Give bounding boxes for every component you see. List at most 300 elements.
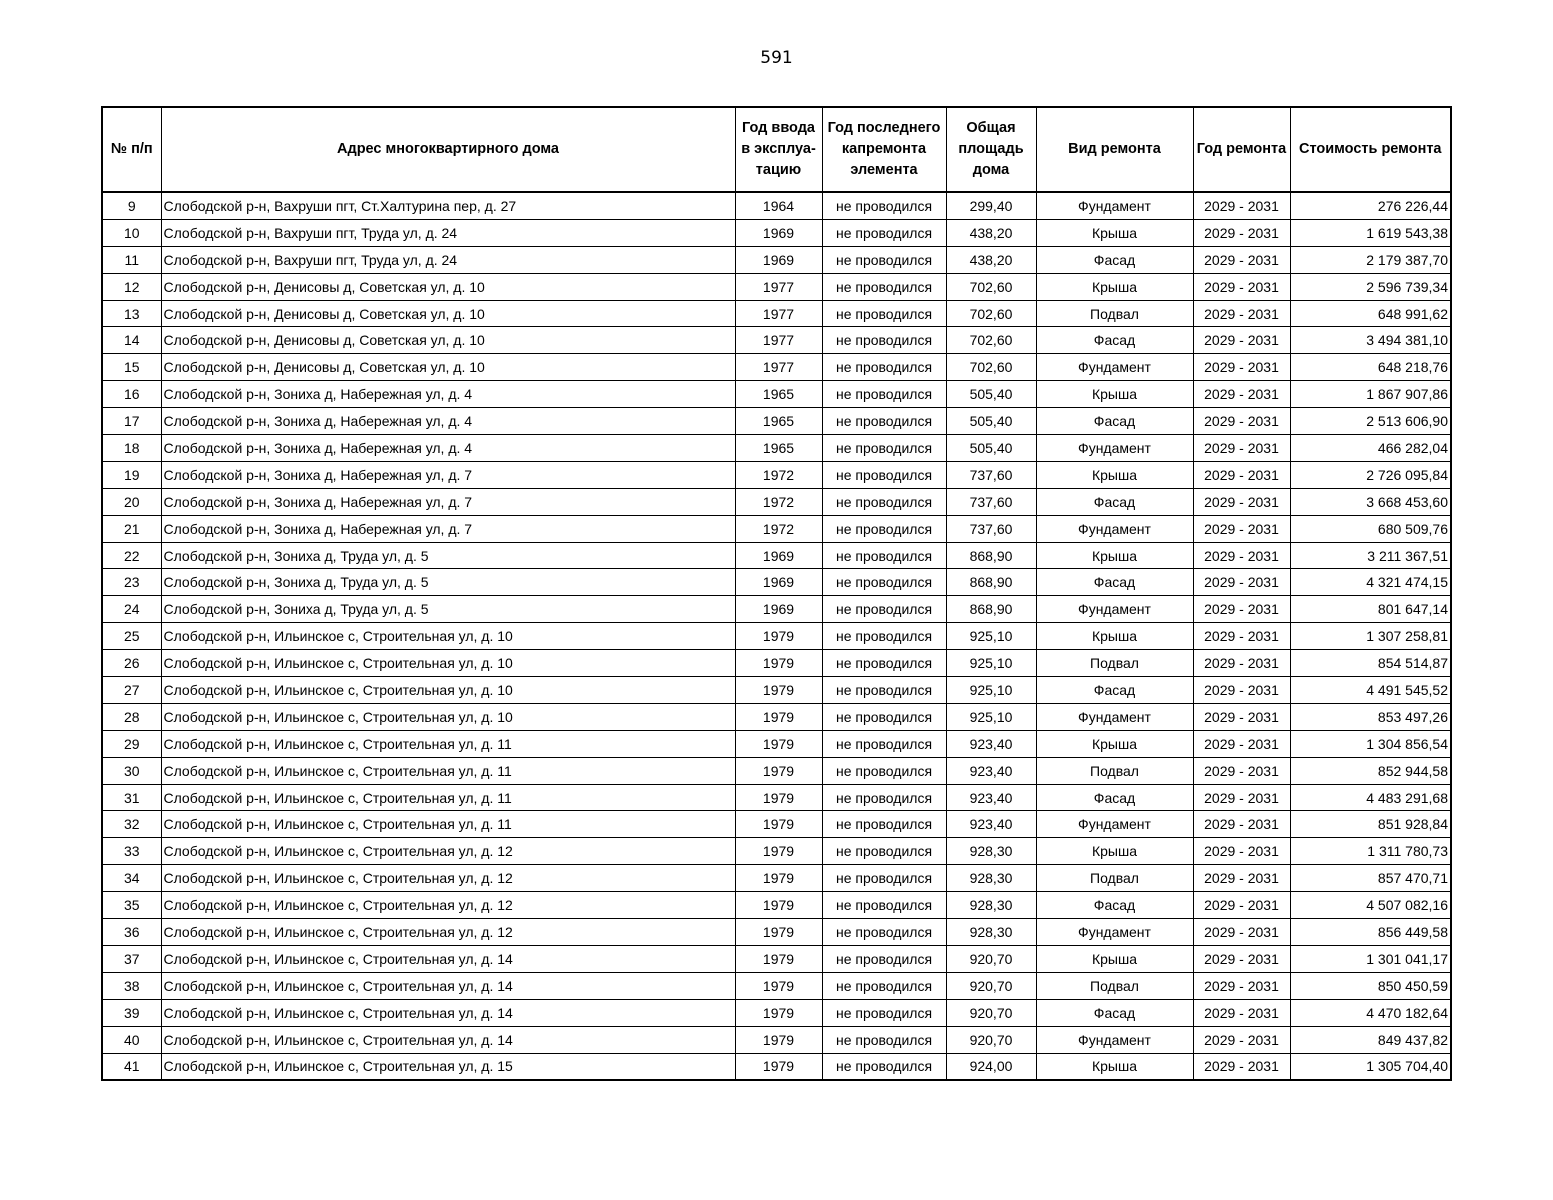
- cell-year-built: 1977: [735, 273, 822, 300]
- cell-last-repair: не проводился: [822, 381, 946, 408]
- cell-num: 30: [102, 757, 161, 784]
- cell-repair-type: Фасад: [1036, 999, 1193, 1026]
- cell-year-built: 1969: [735, 596, 822, 623]
- cell-num: 18: [102, 435, 161, 462]
- cell-address: Слободской р-н, Ильинское с, Строительная ул, д. 11: [161, 757, 735, 784]
- cell-cost: 4 321 474,15: [1290, 569, 1451, 596]
- cell-year-built: 1977: [735, 327, 822, 354]
- cell-repair-type: Крыша: [1036, 461, 1193, 488]
- cell-last-repair: не проводился: [822, 919, 946, 946]
- cell-num: 40: [102, 1026, 161, 1053]
- cell-last-repair: не проводился: [822, 569, 946, 596]
- cell-num: 31: [102, 784, 161, 811]
- cell-area: 923,40: [946, 757, 1036, 784]
- cell-address: Слободской р-н, Ильинское с, Строительная ул, д. 11: [161, 784, 735, 811]
- cell-year-built: 1969: [735, 219, 822, 246]
- cell-repair-year: 2029 - 2031: [1193, 1053, 1290, 1080]
- cell-last-repair: не проводился: [822, 246, 946, 273]
- cell-repair-type: Фундамент: [1036, 596, 1193, 623]
- cell-year-built: 1979: [735, 703, 822, 730]
- cell-repair-year: 2029 - 2031: [1193, 919, 1290, 946]
- cell-last-repair: не проводился: [822, 703, 946, 730]
- cell-cost: 1 301 041,17: [1290, 945, 1451, 972]
- header-cost: Стоимость ремонта: [1290, 107, 1451, 192]
- cell-repair-year: 2029 - 2031: [1193, 435, 1290, 462]
- header-address: Адрес многоквартирного дома: [161, 107, 735, 192]
- cell-num: 39: [102, 999, 161, 1026]
- cell-repair-year: 2029 - 2031: [1193, 730, 1290, 757]
- cell-last-repair: не проводился: [822, 488, 946, 515]
- cell-repair-type: Фундамент: [1036, 1026, 1193, 1053]
- cell-address: Слободской р-н, Зониха д, Набережная ул, д. 7: [161, 515, 735, 542]
- cell-last-repair: не проводился: [822, 219, 946, 246]
- cell-num: 41: [102, 1053, 161, 1080]
- cell-num: 28: [102, 703, 161, 730]
- cell-area: 702,60: [946, 327, 1036, 354]
- cell-year-built: 1965: [735, 408, 822, 435]
- cell-year-built: 1965: [735, 381, 822, 408]
- cell-repair-year: 2029 - 2031: [1193, 865, 1290, 892]
- table-row: [102, 354, 1451, 381]
- cell-num: 11: [102, 246, 161, 273]
- table-row: [102, 219, 1451, 246]
- cell-area: 928,30: [946, 865, 1036, 892]
- cell-address: Слободской р-н, Денисовы д, Советская ул, д. 10: [161, 300, 735, 327]
- cell-cost: 1 867 907,86: [1290, 381, 1451, 408]
- cell-repair-year: 2029 - 2031: [1193, 972, 1290, 999]
- cell-year-built: 1977: [735, 354, 822, 381]
- cell-repair-type: Фасад: [1036, 488, 1193, 515]
- cell-last-repair: не проводился: [822, 730, 946, 757]
- cell-repair-year: 2029 - 2031: [1193, 945, 1290, 972]
- header-row: [102, 107, 1451, 192]
- cell-num: 20: [102, 488, 161, 515]
- cell-cost: 466 282,04: [1290, 435, 1451, 462]
- cell-num: 36: [102, 919, 161, 946]
- cell-cost: 849 437,82: [1290, 1026, 1451, 1053]
- cell-last-repair: не проводился: [822, 435, 946, 462]
- cell-year-built: 1972: [735, 515, 822, 542]
- cell-cost: 3 211 367,51: [1290, 542, 1451, 569]
- cell-repair-year: 2029 - 2031: [1193, 650, 1290, 677]
- cell-num: 25: [102, 623, 161, 650]
- cell-address: Слободской р-н, Ильинское с, Строительная ул, д. 15: [161, 1053, 735, 1080]
- cell-num: 37: [102, 945, 161, 972]
- cell-address: Слободской р-н, Зониха д, Труда ул, д. 5: [161, 569, 735, 596]
- cell-address: Слободской р-н, Вахруши пгт, Ст.Халтурина пер, д. 27: [161, 192, 735, 219]
- cell-year-built: 1979: [735, 730, 822, 757]
- cell-cost: 1 304 856,54: [1290, 730, 1451, 757]
- cell-repair-year: 2029 - 2031: [1193, 515, 1290, 542]
- cell-year-built: 1972: [735, 488, 822, 515]
- cell-last-repair: не проводился: [822, 192, 946, 219]
- cell-repair-year: 2029 - 2031: [1193, 354, 1290, 381]
- header-repair-type: Вид ремонта: [1036, 107, 1193, 192]
- table-row: [102, 569, 1451, 596]
- cell-cost: 1 305 704,40: [1290, 1053, 1451, 1080]
- cell-cost: 853 497,26: [1290, 703, 1451, 730]
- cell-num: 26: [102, 650, 161, 677]
- cell-year-built: 1979: [735, 945, 822, 972]
- cell-num: 34: [102, 865, 161, 892]
- cell-cost: 1 619 543,38: [1290, 219, 1451, 246]
- table-row: [102, 623, 1451, 650]
- cell-repair-type: Подвал: [1036, 650, 1193, 677]
- cell-num: 33: [102, 838, 161, 865]
- cell-repair-type: Фасад: [1036, 784, 1193, 811]
- cell-area: 505,40: [946, 408, 1036, 435]
- cell-num: 38: [102, 972, 161, 999]
- table-row: [102, 1026, 1451, 1053]
- cell-last-repair: не проводился: [822, 865, 946, 892]
- table-row: [102, 488, 1451, 515]
- table-row: [102, 542, 1451, 569]
- cell-repair-type: Фасад: [1036, 246, 1193, 273]
- cell-cost: 857 470,71: [1290, 865, 1451, 892]
- table-body: [102, 192, 1451, 1080]
- cell-address: Слободской р-н, Зониха д, Набережная ул, д. 4: [161, 408, 735, 435]
- cell-area: 920,70: [946, 945, 1036, 972]
- cell-area: 505,40: [946, 435, 1036, 462]
- cell-year-built: 1969: [735, 542, 822, 569]
- cell-year-built: 1979: [735, 650, 822, 677]
- table-row: [102, 435, 1451, 462]
- cell-address: Слободской р-н, Зониха д, Труда ул, д. 5: [161, 542, 735, 569]
- cell-num: 10: [102, 219, 161, 246]
- table-row: [102, 1053, 1451, 1080]
- cell-repair-type: Фасад: [1036, 327, 1193, 354]
- table-row: [102, 192, 1451, 219]
- cell-cost: 648 218,76: [1290, 354, 1451, 381]
- cell-repair-type: Крыша: [1036, 730, 1193, 757]
- table-row: [102, 703, 1451, 730]
- cell-repair-year: 2029 - 2031: [1193, 569, 1290, 596]
- table-row: [102, 461, 1451, 488]
- cell-area: 924,00: [946, 1053, 1036, 1080]
- cell-year-built: 1979: [735, 784, 822, 811]
- table-row: [102, 919, 1451, 946]
- cell-year-built: 1969: [735, 246, 822, 273]
- cell-address: Слободской р-н, Ильинское с, Строительная ул, д. 14: [161, 1026, 735, 1053]
- table-row: [102, 999, 1451, 1026]
- cell-repair-year: 2029 - 2031: [1193, 327, 1290, 354]
- cell-last-repair: не проводился: [822, 945, 946, 972]
- cell-cost: 4 507 082,16: [1290, 892, 1451, 919]
- cell-last-repair: не проводился: [822, 515, 946, 542]
- cell-address: Слободской р-н, Ильинское с, Строительная ул, д. 11: [161, 811, 735, 838]
- cell-area: 702,60: [946, 300, 1036, 327]
- header-repair-year: Год ремонта: [1193, 107, 1290, 192]
- cell-area: 702,60: [946, 354, 1036, 381]
- cell-repair-year: 2029 - 2031: [1193, 381, 1290, 408]
- table-row: [102, 972, 1451, 999]
- cell-cost: 276 226,44: [1290, 192, 1451, 219]
- cell-repair-year: 2029 - 2031: [1193, 488, 1290, 515]
- table-header: [102, 107, 1451, 192]
- cell-repair-type: Подвал: [1036, 757, 1193, 784]
- cell-area: 928,30: [946, 919, 1036, 946]
- cell-address: Слободской р-н, Ильинское с, Строительная ул, д. 14: [161, 999, 735, 1026]
- cell-repair-type: Крыша: [1036, 219, 1193, 246]
- cell-num: 21: [102, 515, 161, 542]
- cell-num: 24: [102, 596, 161, 623]
- cell-year-built: 1979: [735, 811, 822, 838]
- cell-repair-year: 2029 - 2031: [1193, 623, 1290, 650]
- cell-last-repair: не проводился: [822, 1026, 946, 1053]
- cell-repair-year: 2029 - 2031: [1193, 461, 1290, 488]
- cell-repair-type: Фундамент: [1036, 919, 1193, 946]
- cell-year-built: 1979: [735, 919, 822, 946]
- table-row: [102, 650, 1451, 677]
- cell-address: Слободской р-н, Денисовы д, Советская ул, д. 10: [161, 354, 735, 381]
- cell-repair-year: 2029 - 2031: [1193, 192, 1290, 219]
- cell-address: Слободской р-н, Ильинское с, Строительная ул, д. 10: [161, 677, 735, 704]
- cell-cost: 4 470 182,64: [1290, 999, 1451, 1026]
- cell-num: 13: [102, 300, 161, 327]
- table-row: [102, 945, 1451, 972]
- cell-num: 35: [102, 892, 161, 919]
- cell-cost: 801 647,14: [1290, 596, 1451, 623]
- cell-num: 32: [102, 811, 161, 838]
- cell-num: 19: [102, 461, 161, 488]
- header-num: № п/п: [102, 107, 161, 192]
- cell-year-built: 1979: [735, 757, 822, 784]
- cell-repair-type: Подвал: [1036, 972, 1193, 999]
- cell-area: 923,40: [946, 730, 1036, 757]
- cell-cost: 2 513 606,90: [1290, 408, 1451, 435]
- table-row: [102, 784, 1451, 811]
- cell-area: 925,10: [946, 677, 1036, 704]
- cell-repair-year: 2029 - 2031: [1193, 246, 1290, 273]
- cell-year-built: 1979: [735, 865, 822, 892]
- cell-repair-type: Крыша: [1036, 273, 1193, 300]
- cell-repair-type: Фундамент: [1036, 435, 1193, 462]
- cell-repair-type: Подвал: [1036, 300, 1193, 327]
- cell-area: 868,90: [946, 542, 1036, 569]
- cell-num: 29: [102, 730, 161, 757]
- cell-repair-year: 2029 - 2031: [1193, 300, 1290, 327]
- cell-repair-year: 2029 - 2031: [1193, 1026, 1290, 1053]
- cell-cost: 856 449,58: [1290, 919, 1451, 946]
- table-row: [102, 273, 1451, 300]
- cell-year-built: 1977: [735, 300, 822, 327]
- cell-cost: 648 991,62: [1290, 300, 1451, 327]
- cell-repair-type: Фасад: [1036, 408, 1193, 435]
- cell-cost: 2 596 739,34: [1290, 273, 1451, 300]
- cell-repair-type: Крыша: [1036, 381, 1193, 408]
- cell-repair-type: Фасад: [1036, 569, 1193, 596]
- cell-last-repair: не проводился: [822, 623, 946, 650]
- cell-repair-year: 2029 - 2031: [1193, 219, 1290, 246]
- table-row: [102, 246, 1451, 273]
- cell-cost: 1 307 258,81: [1290, 623, 1451, 650]
- table-row: [102, 408, 1451, 435]
- cell-year-built: 1979: [735, 1053, 822, 1080]
- cell-repair-type: Крыша: [1036, 623, 1193, 650]
- cell-repair-type: Фасад: [1036, 677, 1193, 704]
- cell-cost: 2 726 095,84: [1290, 461, 1451, 488]
- cell-last-repair: не проводился: [822, 972, 946, 999]
- cell-area: 920,70: [946, 1026, 1036, 1053]
- cell-area: 923,40: [946, 784, 1036, 811]
- cell-area: 868,90: [946, 596, 1036, 623]
- cell-repair-type: Фасад: [1036, 892, 1193, 919]
- cell-num: 12: [102, 273, 161, 300]
- cell-address: Слободской р-н, Зониха д, Труда ул, д. 5: [161, 596, 735, 623]
- table-row: [102, 596, 1451, 623]
- table-row: [102, 838, 1451, 865]
- cell-year-built: 1964: [735, 192, 822, 219]
- cell-year-built: 1979: [735, 838, 822, 865]
- cell-last-repair: не проводился: [822, 1053, 946, 1080]
- cell-repair-type: Фундамент: [1036, 515, 1193, 542]
- table-row: [102, 811, 1451, 838]
- cell-area: 737,60: [946, 488, 1036, 515]
- cell-cost: 850 450,59: [1290, 972, 1451, 999]
- cell-area: 920,70: [946, 972, 1036, 999]
- header-year-built: Год ввода в эксплуа-тацию: [735, 107, 822, 192]
- cell-address: Слободской р-н, Ильинское с, Строительная ул, д. 12: [161, 892, 735, 919]
- cell-num: 27: [102, 677, 161, 704]
- cell-cost: 680 509,76: [1290, 515, 1451, 542]
- cell-year-built: 1965: [735, 435, 822, 462]
- cell-address: Слободской р-н, Зониха д, Набережная ул, д. 4: [161, 381, 735, 408]
- cell-address: Слободской р-н, Денисовы д, Советская ул, д. 10: [161, 327, 735, 354]
- cell-num: 16: [102, 381, 161, 408]
- cell-area: 925,10: [946, 623, 1036, 650]
- cell-area: 702,60: [946, 273, 1036, 300]
- cell-address: Слободской р-н, Ильинское с, Строительная ул, д. 10: [161, 623, 735, 650]
- cell-cost: 3 668 453,60: [1290, 488, 1451, 515]
- cell-repair-type: Крыша: [1036, 1053, 1193, 1080]
- cell-year-built: 1979: [735, 892, 822, 919]
- cell-repair-year: 2029 - 2031: [1193, 408, 1290, 435]
- cell-address: Слободской р-н, Ильинское с, Строительная ул, д. 12: [161, 838, 735, 865]
- cell-cost: 1 311 780,73: [1290, 838, 1451, 865]
- cell-cost: 854 514,87: [1290, 650, 1451, 677]
- table-row: [102, 300, 1451, 327]
- cell-area: 505,40: [946, 381, 1036, 408]
- cell-address: Слободской р-н, Вахруши пгт, Труда ул, д. 24: [161, 219, 735, 246]
- cell-repair-type: Фундамент: [1036, 354, 1193, 381]
- cell-address: Слободской р-н, Зониха д, Набережная ул, д. 7: [161, 488, 735, 515]
- cell-year-built: 1972: [735, 461, 822, 488]
- cell-num: 15: [102, 354, 161, 381]
- repair-register-table: [101, 106, 1452, 1081]
- cell-repair-type: Крыша: [1036, 838, 1193, 865]
- cell-last-repair: не проводился: [822, 408, 946, 435]
- cell-area: 928,30: [946, 892, 1036, 919]
- cell-year-built: 1979: [735, 999, 822, 1026]
- cell-address: Слободской р-н, Ильинское с, Строительная ул, д. 12: [161, 919, 735, 946]
- cell-num: 22: [102, 542, 161, 569]
- cell-repair-year: 2029 - 2031: [1193, 838, 1290, 865]
- cell-repair-year: 2029 - 2031: [1193, 999, 1290, 1026]
- cell-repair-year: 2029 - 2031: [1193, 596, 1290, 623]
- cell-last-repair: не проводился: [822, 811, 946, 838]
- cell-address: Слободской р-н, Ильинское с, Строительная ул, д. 14: [161, 945, 735, 972]
- cell-area: 299,40: [946, 192, 1036, 219]
- cell-last-repair: не проводился: [822, 999, 946, 1026]
- cell-repair-type: Фундамент: [1036, 192, 1193, 219]
- cell-address: Слободской р-н, Вахруши пгт, Труда ул, д. 24: [161, 246, 735, 273]
- table-row: [102, 730, 1451, 757]
- cell-year-built: 1979: [735, 972, 822, 999]
- cell-area: 928,30: [946, 838, 1036, 865]
- cell-repair-year: 2029 - 2031: [1193, 784, 1290, 811]
- cell-area: 925,10: [946, 650, 1036, 677]
- cell-year-built: 1979: [735, 677, 822, 704]
- cell-repair-type: Крыша: [1036, 945, 1193, 972]
- cell-repair-type: Фундамент: [1036, 703, 1193, 730]
- cell-area: 925,10: [946, 703, 1036, 730]
- cell-last-repair: не проводился: [822, 650, 946, 677]
- cell-num: 14: [102, 327, 161, 354]
- cell-address: Слободской р-н, Ильинское с, Строительная ул, д. 14: [161, 972, 735, 999]
- cell-repair-year: 2029 - 2031: [1193, 273, 1290, 300]
- cell-area: 923,40: [946, 811, 1036, 838]
- cell-repair-year: 2029 - 2031: [1193, 542, 1290, 569]
- cell-last-repair: не проводился: [822, 677, 946, 704]
- cell-address: Слободской р-н, Ильинское с, Строительная ул, д. 10: [161, 650, 735, 677]
- cell-last-repair: не проводился: [822, 300, 946, 327]
- cell-last-repair: не проводился: [822, 354, 946, 381]
- cell-repair-year: 2029 - 2031: [1193, 703, 1290, 730]
- cell-last-repair: не проводился: [822, 757, 946, 784]
- cell-area: 438,20: [946, 246, 1036, 273]
- table-row: [102, 892, 1451, 919]
- cell-area: 737,60: [946, 515, 1036, 542]
- cell-area: 737,60: [946, 461, 1036, 488]
- cell-cost: 2 179 387,70: [1290, 246, 1451, 273]
- page-number: 591: [760, 48, 793, 68]
- cell-cost: 4 483 291,68: [1290, 784, 1451, 811]
- table-row: [102, 757, 1451, 784]
- cell-area: 868,90: [946, 569, 1036, 596]
- table-row: [102, 327, 1451, 354]
- header-last-repair: Год последнего капремонта элемента: [822, 107, 946, 192]
- cell-year-built: 1979: [735, 1026, 822, 1053]
- cell-year-built: 1969: [735, 569, 822, 596]
- cell-repair-type: Фундамент: [1036, 811, 1193, 838]
- header-area: Общая площадь дома: [946, 107, 1036, 192]
- cell-last-repair: не проводился: [822, 273, 946, 300]
- cell-num: 23: [102, 569, 161, 596]
- cell-last-repair: не проводился: [822, 542, 946, 569]
- cell-last-repair: не проводился: [822, 838, 946, 865]
- cell-last-repair: не проводился: [822, 327, 946, 354]
- cell-address: Слободской р-н, Зониха д, Набережная ул, д. 7: [161, 461, 735, 488]
- cell-area: 438,20: [946, 219, 1036, 246]
- cell-address: Слободской р-н, Денисовы д, Советская ул, д. 10: [161, 273, 735, 300]
- cell-num: 9: [102, 192, 161, 219]
- cell-area: 920,70: [946, 999, 1036, 1026]
- cell-repair-type: Подвал: [1036, 865, 1193, 892]
- cell-repair-type: Крыша: [1036, 542, 1193, 569]
- table-row: [102, 865, 1451, 892]
- cell-repair-year: 2029 - 2031: [1193, 677, 1290, 704]
- cell-cost: 4 491 545,52: [1290, 677, 1451, 704]
- table-row: [102, 381, 1451, 408]
- cell-repair-year: 2029 - 2031: [1193, 892, 1290, 919]
- cell-year-built: 1979: [735, 623, 822, 650]
- cell-address: Слободской р-н, Ильинское с, Строительная ул, д. 12: [161, 865, 735, 892]
- cell-last-repair: не проводился: [822, 892, 946, 919]
- table-row: [102, 515, 1451, 542]
- cell-num: 17: [102, 408, 161, 435]
- cell-address: Слободской р-н, Зониха д, Набережная ул, д. 4: [161, 435, 735, 462]
- cell-cost: 851 928,84: [1290, 811, 1451, 838]
